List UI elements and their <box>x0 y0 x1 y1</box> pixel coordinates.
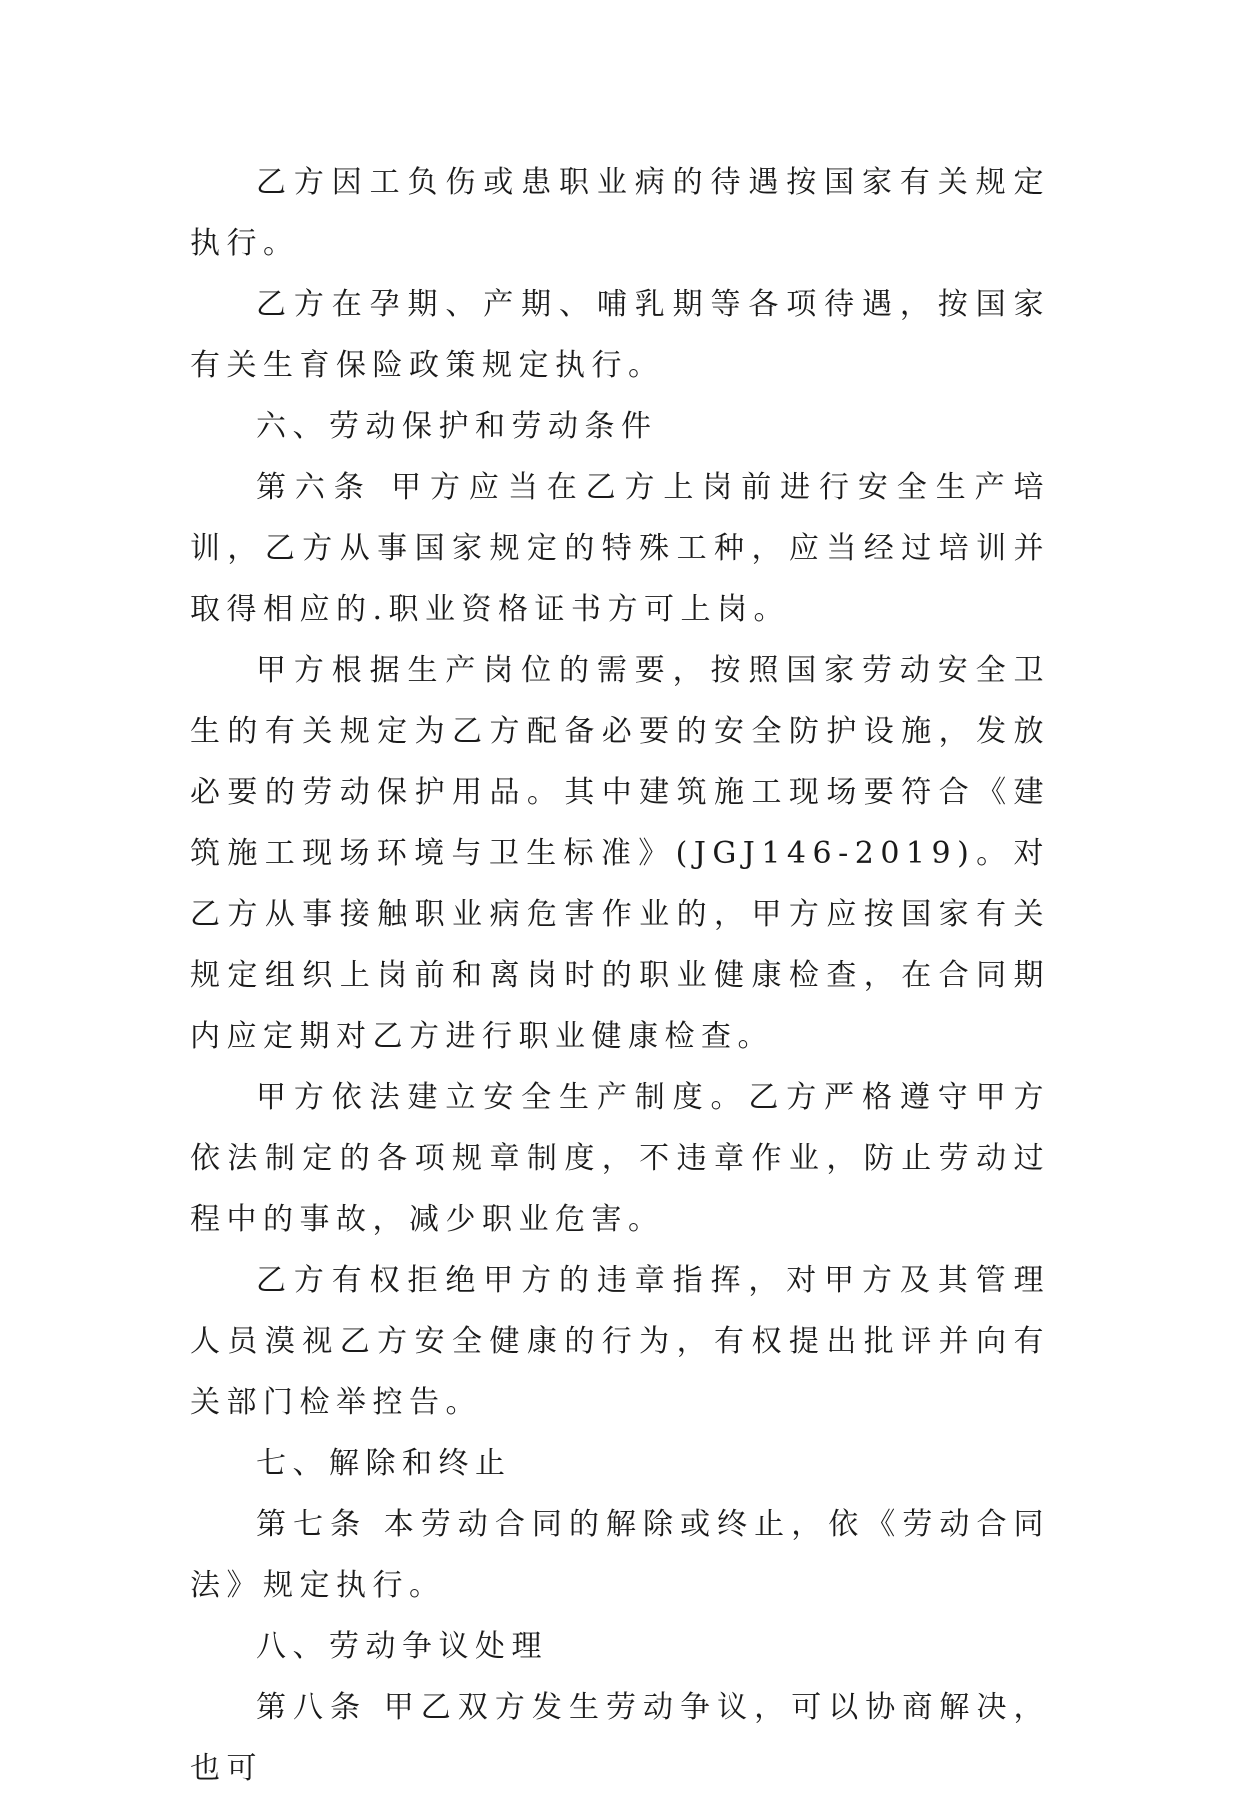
section-heading-labor-protection: 六、劳动保护和劳动条件 <box>256 409 658 444</box>
section-heading-dispute: 八、劳动争议处理 <box>256 1629 548 1664</box>
section-heading-termination: 七、解除和终止 <box>256 1446 512 1481</box>
paragraph-article-8: 第八条 甲乙双方发生劳动争议，可以协商解决，也可 <box>190 1690 1050 1786</box>
paragraph-injury-treatment: 乙方因工负伤或患职业病的待遇按国家有关规定执行。 <box>190 165 1050 261</box>
document-body <box>190 152 1050 1799</box>
paragraph-article-7: 第七条 本劳动合同的解除或终止，依《劳动合同法》规定执行。 <box>190 1507 1050 1603</box>
paragraph-safety-rules: 甲方依法建立安全生产制度。乙方严格遵守甲方依法制定的各项规章制度，不违章作业，防止劳动过程中的事故，减少职业危害。 <box>190 1080 1050 1237</box>
paragraph-right-to-refuse: 乙方有权拒绝甲方的违章指挥，对甲方及其管理人员漠视乙方安全健康的行为，有权提出批评并向有关部门检举控告。 <box>190 1263 1050 1420</box>
paragraph-maternity-benefits: 乙方在孕期、产期、哺乳期等各项待遇，按国家有关生育保险政策规定执行。 <box>190 287 1050 383</box>
paragraph-article-6: 第六条 甲方应当在乙方上岗前进行安全生产培训，乙方从事国家规定的特殊工种，应当经过培训并取得相应的.职业资格证书方可上岗。 <box>190 470 1050 627</box>
paragraph-protective-equipment: 甲方根据生产岗位的需要，按照国家劳动安全卫生的有关规定为乙方配备必要的安全防护设施，发放必要的劳动保护用品。其中建筑施工现场要符合《建筑施工现场环境与卫生标准》(JGJ146-2019)。对乙方从事接触职业病危害作业的，甲方应按国家有关规定组织上岗前和离岗时的职业健康检查，在合同期内应定期对乙方进行职业健康检查。 <box>190 653 1050 1054</box>
